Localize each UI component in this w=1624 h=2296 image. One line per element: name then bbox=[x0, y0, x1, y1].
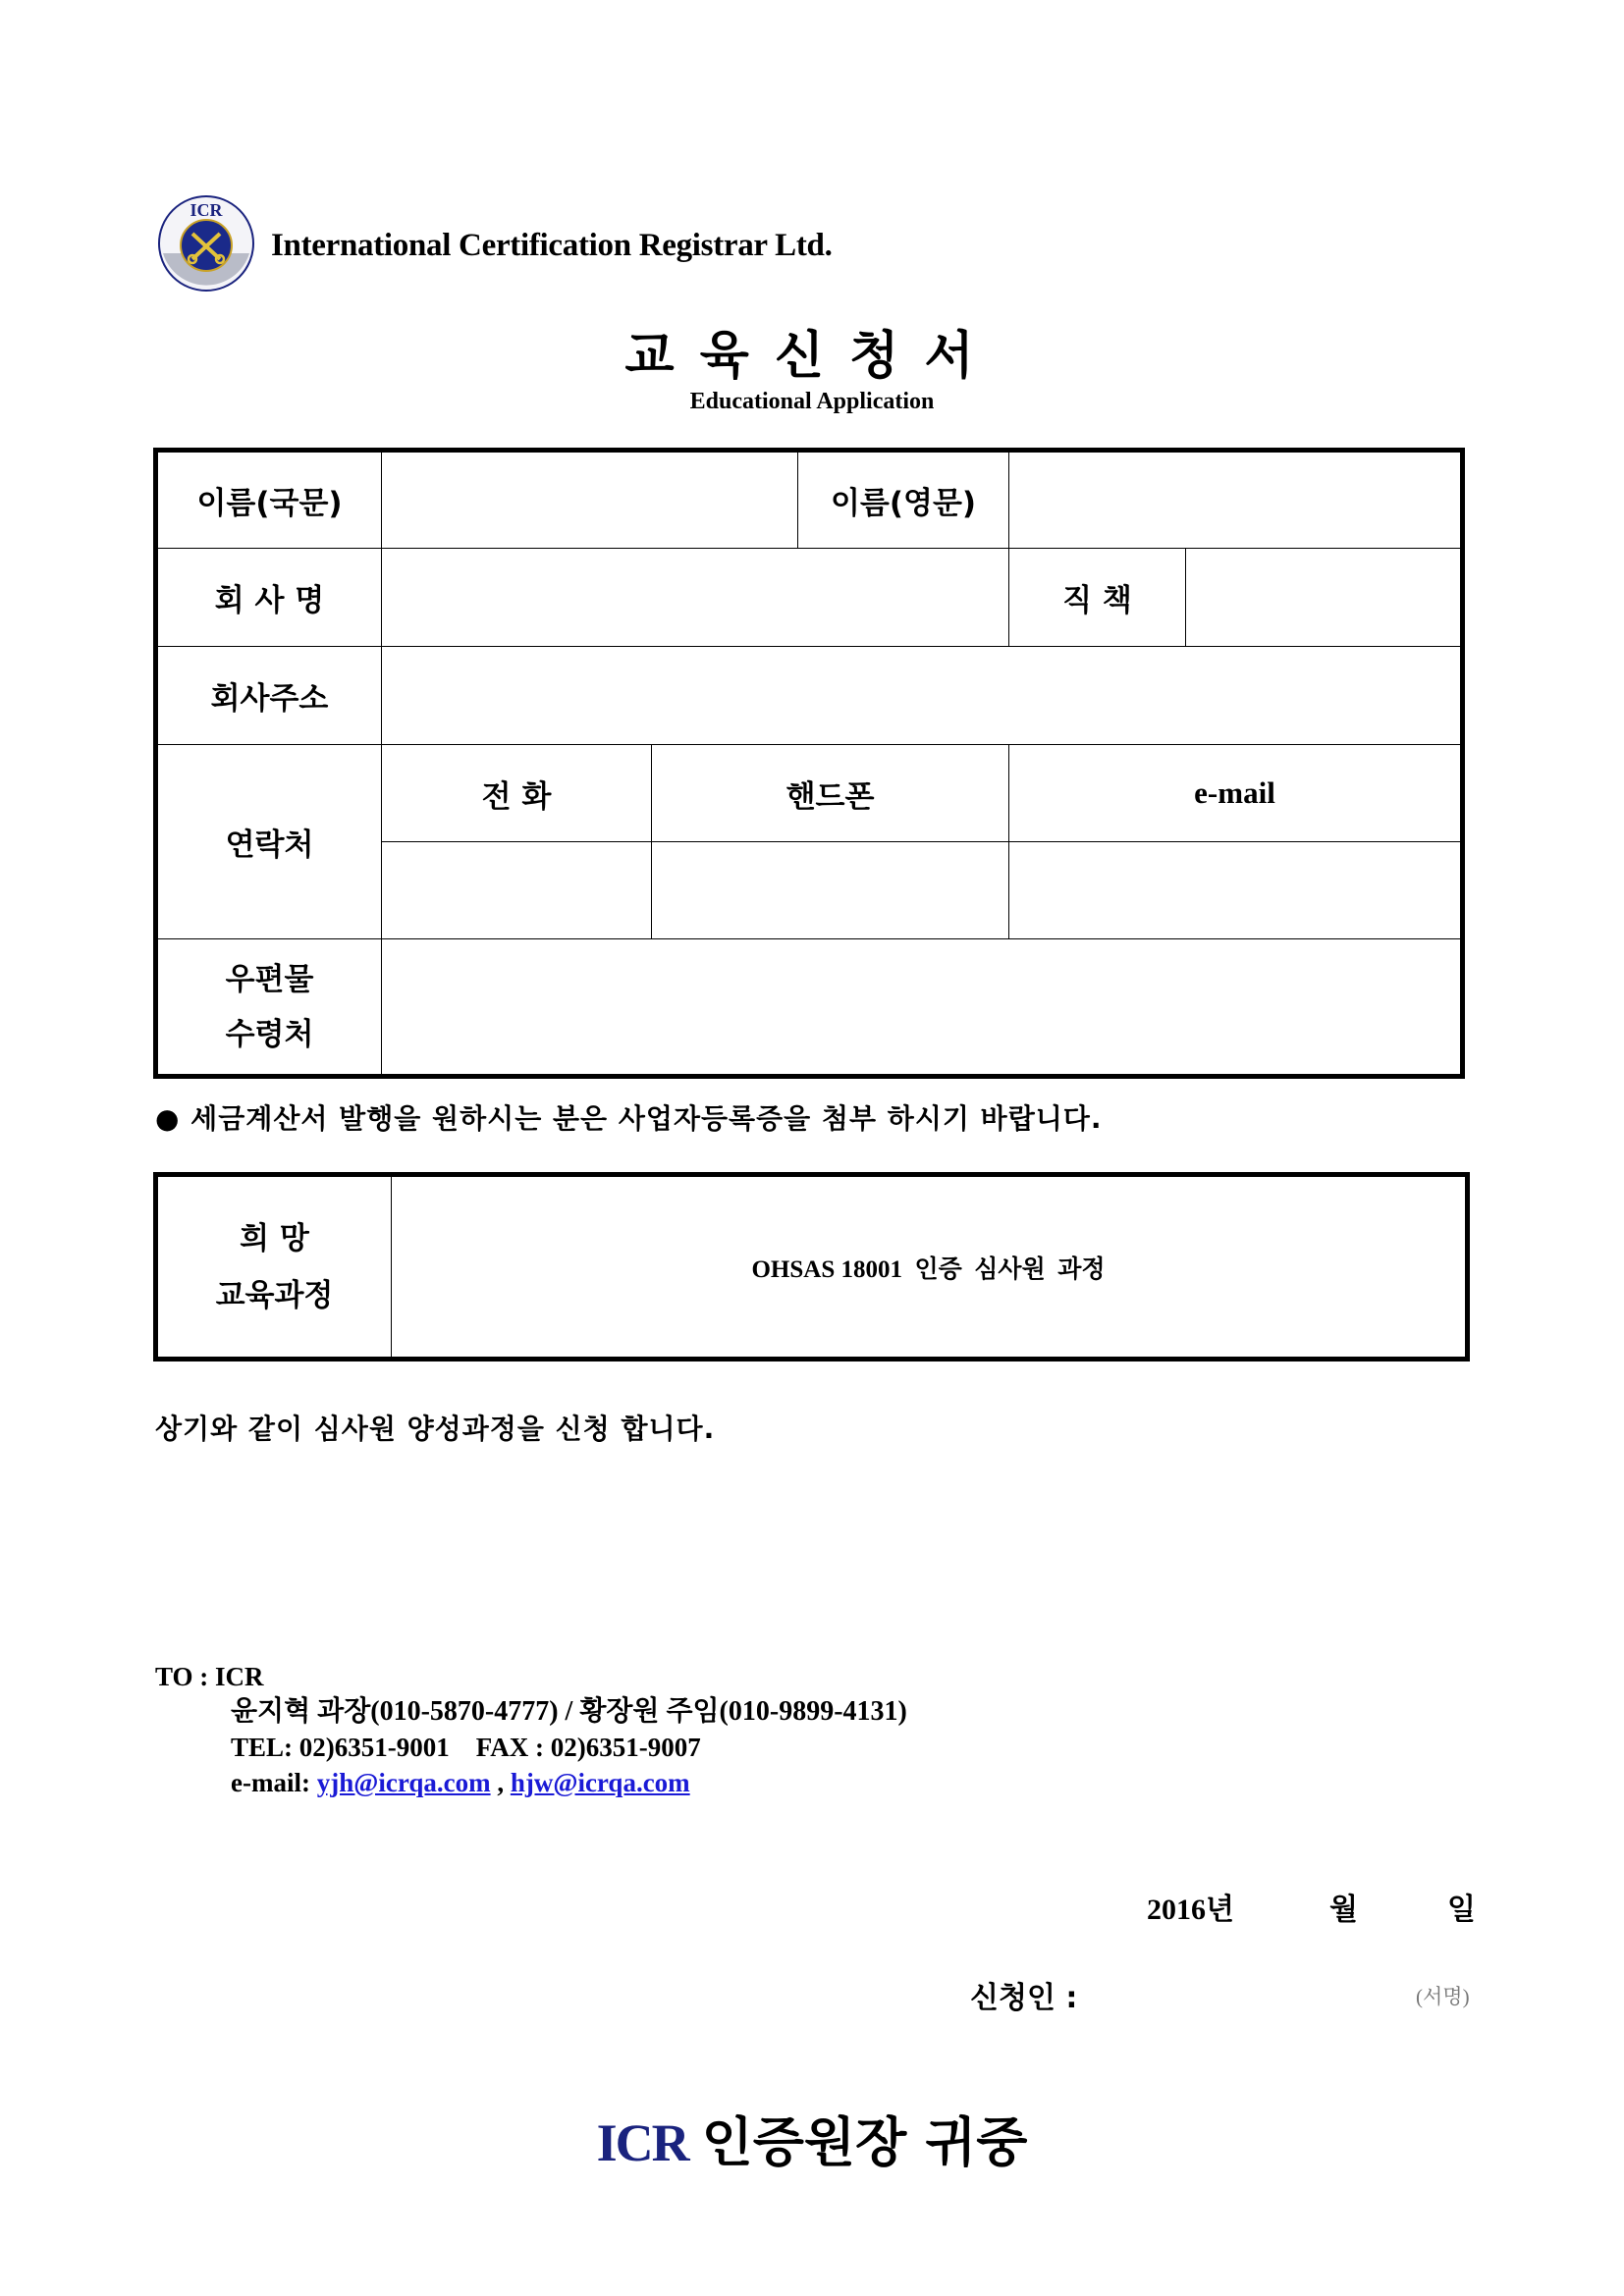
email-separator: , bbox=[490, 1768, 511, 1797]
desired-course-label-line2: 교육과정 bbox=[215, 1277, 334, 1313]
page-title: 교육신청서 bbox=[624, 327, 1000, 386]
icr-emblem-icon bbox=[157, 194, 255, 293]
desired-course-label-line1: 희 망 bbox=[240, 1220, 309, 1256]
mail-recipient-label-line2: 수령처 bbox=[225, 1016, 314, 1052]
date-month: 월 bbox=[1329, 1893, 1358, 1927]
date-year: 2016년 bbox=[1147, 1894, 1234, 1926]
email-column-header: e-mail bbox=[1009, 745, 1463, 842]
course-row bbox=[156, 1175, 1468, 1360]
recipient-to: TO : ICR bbox=[155, 1662, 264, 1691]
applicant-signature-field[interactable] bbox=[1100, 1971, 1394, 2010]
desired-course-field[interactable] bbox=[392, 1175, 1468, 1360]
mail-recipient-label bbox=[156, 939, 382, 1077]
address-field[interactable] bbox=[382, 647, 1463, 745]
contact-persons: 윤지혁 과장(010-5870-4777) / 황장원 주임(010-9899-4131) bbox=[231, 1696, 907, 1727]
icr-wordmark: ICR bbox=[596, 2113, 688, 2172]
name-row bbox=[156, 451, 1463, 549]
application-statement: 상기와 같이 심사원 양성과정을 신청 합니다. bbox=[155, 1413, 716, 1445]
tax-invoice-notice: ● 세금계산서 발행을 원하시는 분은 사업자등록증을 첨부 하시기 바랍니다. bbox=[155, 1102, 1103, 1135]
phone-column-header: 전 화 bbox=[382, 745, 652, 842]
tel-fax: TEL: 02)6351-9001 FAX : 02)6351-9007 bbox=[231, 1733, 701, 1762]
address-label: 회사주소 bbox=[156, 647, 382, 745]
applicant-label: 신청인 : bbox=[970, 1981, 1078, 2015]
company-label: 회 사 명 bbox=[156, 549, 382, 647]
position-field[interactable] bbox=[1186, 549, 1463, 647]
icr-logo bbox=[157, 194, 255, 293]
email-line bbox=[155, 1765, 907, 1800]
company-row bbox=[156, 549, 1463, 647]
name-english-label: 이름(영문) bbox=[798, 451, 1009, 549]
desired-course-value: OHSAS 18001 인증 심사원 과정 bbox=[751, 1255, 1106, 1283]
contact-header-row bbox=[156, 745, 1463, 842]
email-link-hjw[interactable]: hjw@icrqa.com bbox=[510, 1768, 690, 1797]
mail-recipient-field[interactable] bbox=[382, 939, 1463, 1077]
contact-info-block bbox=[155, 1659, 907, 1800]
phone-field[interactable] bbox=[382, 842, 652, 939]
desired-course-label bbox=[156, 1175, 392, 1360]
course-table bbox=[153, 1172, 1470, 1362]
mail-recipient-row bbox=[156, 939, 1463, 1077]
mobile-field[interactable] bbox=[652, 842, 1009, 939]
mobile-column-header: 핸드폰 bbox=[652, 745, 1009, 842]
position-label: 직 책 bbox=[1009, 549, 1186, 647]
company-field[interactable] bbox=[382, 549, 1009, 647]
footer-addressee bbox=[0, 2101, 1624, 2176]
page-subtitle: Educational Application bbox=[689, 389, 935, 414]
footer-text: 인증원장 귀중 bbox=[701, 2111, 1028, 2173]
applicant-form-table bbox=[153, 448, 1465, 1079]
svg-text:ICR: ICR bbox=[189, 200, 223, 220]
name-english-field[interactable] bbox=[1009, 451, 1463, 549]
signature-hint: (서명) bbox=[1416, 1985, 1470, 2008]
mail-recipient-label-line1: 우편물 bbox=[225, 961, 314, 997]
email-label: e-mail: bbox=[231, 1768, 310, 1797]
company-name: International Certification Registrar Ltd. bbox=[271, 228, 833, 263]
email-link-yjh[interactable]: yjh@icrqa.com bbox=[316, 1768, 491, 1797]
contact-label: 연락처 bbox=[156, 745, 382, 939]
address-row bbox=[156, 647, 1463, 745]
name-korean-field[interactable] bbox=[382, 451, 798, 549]
email-field[interactable] bbox=[1009, 842, 1463, 939]
name-korean-label: 이름(국문) bbox=[156, 451, 382, 549]
date-day: 일 bbox=[1447, 1893, 1476, 1927]
